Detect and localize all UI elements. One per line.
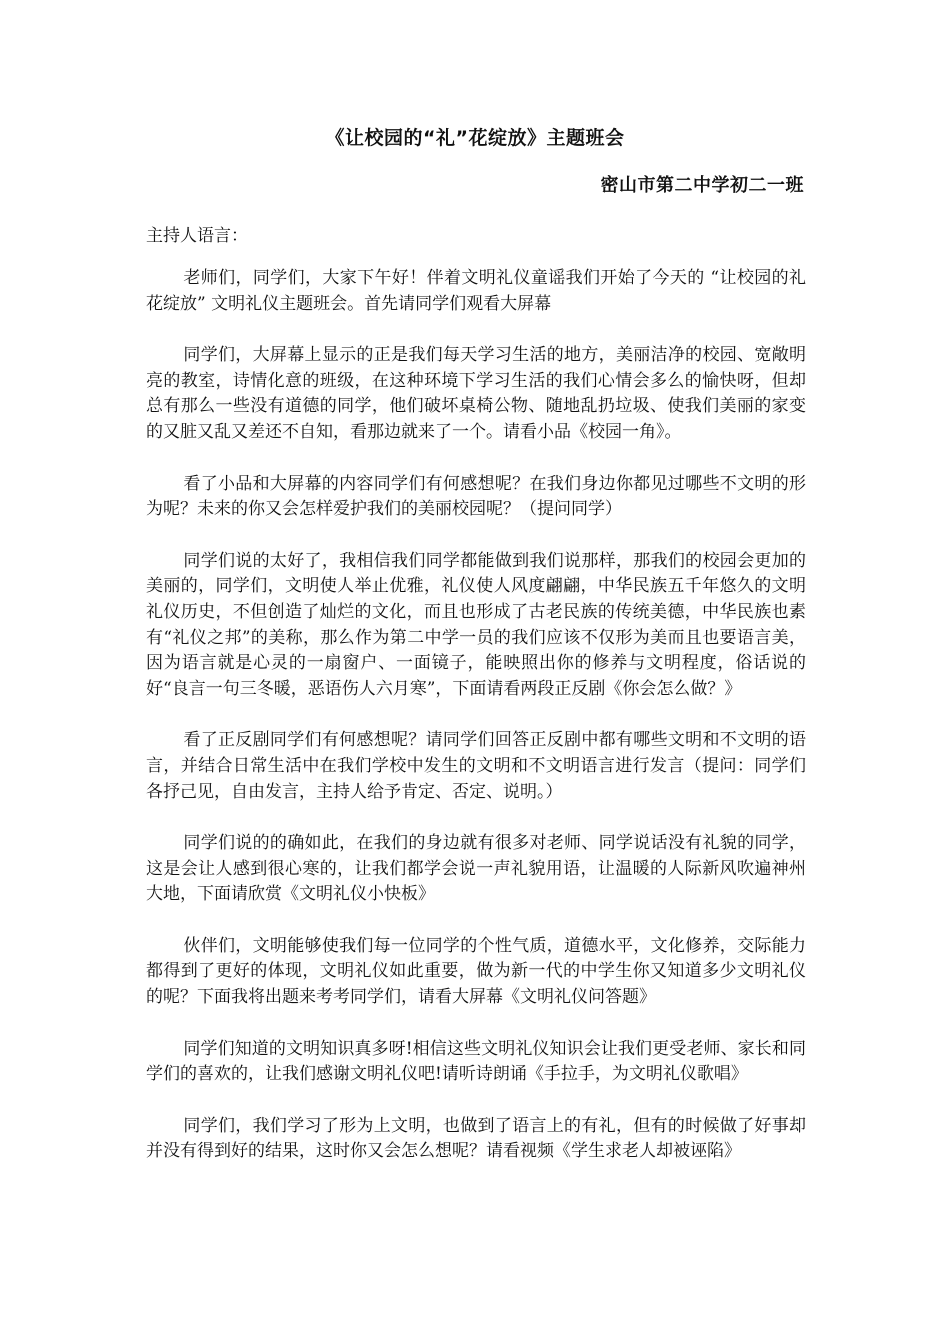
paragraph: 同学们说的太好了，我相信我们同学都能做到我们说那样，那我们的校园会更加的美丽的，同学们，文明使人举止优雅，礼仪使人风度翩翩，中华民族五千年悠久的文明礼仪历史，不但创造了灿烂的文化，而且也形成了古老民族的传统美德，中华民族也素有“礼仪之邦”的美称，那么作为第二中学一员的我们应该不仅形为美而且也要语言美，因为语言就是心灵的一扇窗户、一面镜子，能映照出你的修养与文明程度，俗话说的好“良言一句三冬暖，恶语伤人六月寒”，下面请看两段正反剧《你会怎么做？》	[146, 550, 806, 699]
paragraph: 老师们，同学们，大家下午好！伴着文明礼仪童谣我们开始了今天的 “让校园的礼花绽放” 文明礼仪主题班会。首先请同学们观看大屏幕	[146, 268, 806, 314]
paragraph: 同学们说的的确如此，在我们的身边就有很多对老师、同学说话没有礼貌的同学，这是会让人感到很心寒的，让我们都学会说一声礼貌用语，让温暖的人际新风吹遍神州大地，下面请欣赏《文明礼仪小快板》	[146, 833, 806, 905]
paragraph: 看了正反剧同学们有何感想呢？请同学们回答正反剧中都有哪些文明和不文明的语言，并结合日常生活中在我们学校中发生的文明和不文明语言进行发言（提问：同学们各抒己见，自由发言，主持人给予肯定、否定、说明。）	[146, 730, 806, 802]
document-title: 《让校园的“礼”花绽放》主题班会	[325, 127, 625, 149]
paragraph: 伙伴们，文明能够使我们每一位同学的个性气质，道德水平，文化修养，交际能力都得到了更好的体现，文明礼仪如此重要，做为新一代的中学生你又知道多少文明礼仪的呢？下面我将出题来考考同学们，请看大屏幕《文明礼仪问答题》	[146, 935, 806, 1008]
host-label: 主持人语言：	[146, 226, 248, 246]
paragraph: 看了小品和大屏幕的内容同学们有何感想呢？在我们身边你都见过哪些不文明的形为呢？未来的你又会怎样爱护我们的美丽校园呢？（提问同学）	[146, 473, 806, 520]
paragraph: 同学们，大屏幕上显示的正是我们每天学习生活的地方，美丽洁净的校园、宽敞明亮的教室，诗情化意的班级，在这种环境下学习生活的我们心情会多么的愉快呀，但却总有那么一些没有道德的同学，他们破坏桌椅公物、随地乱扔垃圾、使我们美丽的家变的又脏又乱又差还不自知，看那边就来了一个。请看小品《校园一角》。	[146, 345, 806, 442]
document-body	[146, 266, 806, 1191]
paragraph: 同学们，我们学习了形为上文明，也做到了语言上的有礼，但有的时候做了好事却并没有得到好的结果，这时你又会怎么想呢？请看视频《学生求老人却被诬陷》	[146, 1115, 806, 1162]
paragraph: 同学们知道的文明知识真多呀!相信这些文明礼仪知识会让我们更受老师、家长和同学们的喜欢的，让我们感谢文明礼仪吧!请听诗朗诵《手拉手，为文明礼仪歌唱》	[146, 1038, 806, 1085]
school-class-name: 密山市第二中学初二一班	[600, 175, 804, 196]
